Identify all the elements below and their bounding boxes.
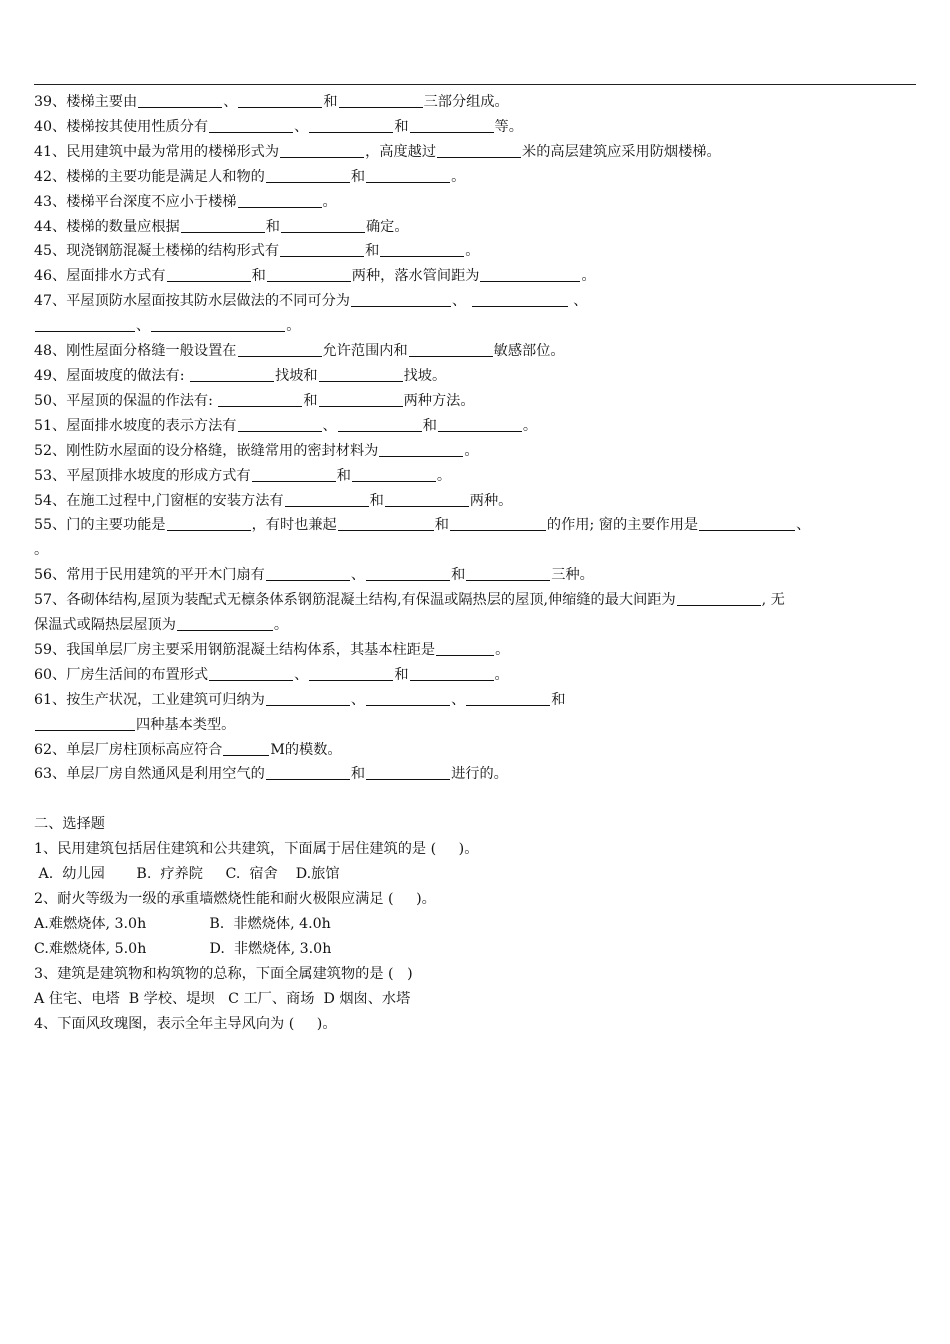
text-run: 、 <box>350 691 366 708</box>
text-run: 允许范围内和 <box>322 343 408 360</box>
fill-in-blank <box>252 467 336 482</box>
text-run: 和 <box>251 268 266 285</box>
text-run: ，高度越过 <box>365 143 437 160</box>
text-run: 敏感部位。 <box>493 343 565 360</box>
blank-line <box>34 787 916 812</box>
text-run: 两种。 <box>469 492 513 509</box>
text-run: ，有时也兼起 <box>251 517 337 534</box>
text-line <box>34 613 916 638</box>
text-run: 50、平屋顶的保温的作法有: <box>34 392 218 409</box>
text-run: 找坡和 <box>275 367 318 384</box>
text-run: 和 <box>303 392 318 409</box>
text-line <box>34 887 916 912</box>
text-run: 确定。 <box>365 218 409 235</box>
text-run: 。 <box>522 417 538 434</box>
fill-in-blank <box>167 267 251 282</box>
text-run: 。 <box>464 442 479 459</box>
text-run: , 无 <box>761 592 785 609</box>
text-run: 米的高层建筑应采用防烟楼梯。 <box>522 143 721 160</box>
text-run: 、 <box>223 94 238 110</box>
text-run: 59、我国单层厂房主要采用钢筋混凝土结构体系，其基本柱距是 <box>34 641 436 658</box>
fill-in-blank <box>450 516 546 531</box>
text-run: 54、在施工过程中,门窗框的安装方法有 <box>34 492 284 509</box>
fill-in-blank <box>379 442 463 457</box>
text-run: 和 <box>551 691 566 708</box>
text-run: 和 <box>434 517 449 534</box>
text-line <box>34 314 916 339</box>
text-line <box>34 1012 916 1037</box>
text-run: 。 <box>436 467 452 484</box>
text-run: 、 <box>568 293 588 310</box>
fill-in-blank <box>472 292 568 307</box>
fill-in-blank <box>338 417 422 432</box>
text-line <box>34 90 916 115</box>
text-line <box>34 987 916 1012</box>
fill-in-blank <box>209 666 293 681</box>
fill-in-blank <box>339 93 423 108</box>
fill-in-blank <box>181 218 265 233</box>
text-line <box>34 837 916 862</box>
text-line <box>34 489 916 514</box>
text-run: 四种基本类型。 <box>136 716 236 733</box>
text-line <box>34 115 916 140</box>
text-run: 和 <box>265 218 280 235</box>
text-run: 57、各砌体结构,屋顶为装配式无檩条体系钢筋混凝土结构,有保温或隔热层的屋顶,伸缩缝的最大间距为 <box>34 592 676 609</box>
fill-in-blank <box>410 118 494 133</box>
text-run: 43、楼梯平台深度不应小于楼梯 <box>34 193 237 210</box>
fill-in-blank <box>309 666 393 681</box>
text-line <box>34 588 916 613</box>
fill-in-blank <box>677 591 761 606</box>
fill-in-blank <box>338 516 434 531</box>
text-run: 2、耐火等级为一级的承重墙燃烧性能和耐火极限应满足 ( )。 <box>34 890 436 907</box>
text-run: 。 <box>494 666 509 683</box>
text-run: 48、刚性屋面分格缝一般设置在 <box>34 343 237 360</box>
fill-in-blank <box>266 691 350 706</box>
text-line <box>34 414 916 439</box>
text-run: C.难燃烧体, 5.0h D. 非燃烧体, 3.0h <box>34 940 332 957</box>
fill-in-blank <box>699 516 795 531</box>
fill-in-blank <box>190 367 274 382</box>
text-run: 1、民用建筑包括居住建筑和公共建筑，下面属于居住建筑的是 ( )。 <box>34 841 479 858</box>
text-run: 的作用; 窗的主要作用是 <box>546 517 699 534</box>
text-line <box>34 812 916 837</box>
text-line <box>34 439 916 464</box>
text-run: 52、刚性防水屋面的设分格缝，嵌缝常用的密封材料为 <box>34 442 379 459</box>
text-line <box>34 190 916 215</box>
text-line <box>34 738 916 763</box>
text-run: 和 <box>369 492 384 509</box>
text-run: 62、单层厂房柱顶标高应符合 <box>34 741 223 758</box>
text-line <box>34 713 916 738</box>
document-body <box>34 84 916 1036</box>
text-run: 、 <box>350 567 366 584</box>
text-line <box>34 638 916 663</box>
fill-in-blank <box>35 716 135 731</box>
fill-in-blank <box>281 218 365 233</box>
fill-in-blank <box>266 168 350 183</box>
fill-in-blank <box>319 367 403 382</box>
text-line <box>34 688 916 713</box>
text-run: 。 <box>322 193 337 210</box>
text-line <box>34 962 916 987</box>
fill-in-blank <box>385 492 469 507</box>
text-line <box>34 215 916 240</box>
text-line <box>34 289 916 314</box>
text-run: 3、建筑是建筑物和构筑物的总称，下面全属建筑物的是 ( ) <box>34 965 413 982</box>
fill-in-blank <box>351 292 451 307</box>
fill-in-blank <box>466 691 550 706</box>
text-line <box>34 513 916 538</box>
text-run: 。 <box>34 542 49 559</box>
fill-in-blank <box>218 392 302 407</box>
fill-in-blank <box>238 93 322 108</box>
fill-in-blank <box>223 741 269 756</box>
text-run: 63、单层厂房自然通风是利用空气的 <box>34 766 265 783</box>
text-run: 、 <box>796 517 811 534</box>
text-line <box>34 264 916 289</box>
text-line <box>34 464 916 489</box>
text-run: 和 <box>323 94 338 110</box>
fill-in-blank <box>266 566 350 581</box>
text-run: 44、楼梯的数量应根据 <box>34 218 180 235</box>
text-line <box>34 389 916 414</box>
text-line <box>34 364 916 389</box>
text-run: 。 <box>273 617 289 634</box>
fill-in-blank <box>280 242 364 257</box>
text-run: 找坡。 <box>403 367 447 384</box>
fill-in-blank <box>309 118 393 133</box>
text-run: 保温式或隔热层屋顶为 <box>34 617 176 634</box>
text-line <box>34 912 916 937</box>
text-run: A 住宅、电塔 B 学校、堤坝 C 工厂、商场 D 烟囱、水塔 <box>34 990 411 1007</box>
text-run: M的模数。 <box>270 741 342 758</box>
text-run: 、 <box>136 318 151 335</box>
fill-in-blank <box>410 666 494 681</box>
text-run: 三部分组成。 <box>423 94 509 110</box>
text-run: 等。 <box>494 118 523 135</box>
text-line <box>34 937 916 962</box>
text-line <box>34 862 916 887</box>
fill-in-blank <box>177 616 273 631</box>
text-run: 和 <box>394 118 409 135</box>
text-line <box>34 339 916 364</box>
fill-in-blank <box>480 267 580 282</box>
text-line <box>34 140 916 165</box>
text-run: 。 <box>451 168 466 185</box>
text-run: 两种方法。 <box>403 392 475 409</box>
text-run: 。 <box>286 318 301 335</box>
text-run: 45、现浇钢筋混凝土楼梯的结构形式有 <box>34 243 280 260</box>
text-run: 和 <box>336 467 351 484</box>
text-run: 和 <box>350 766 366 783</box>
fill-in-blank <box>266 765 350 780</box>
fill-in-blank <box>438 417 522 432</box>
fill-in-blank <box>437 143 521 158</box>
fill-in-blank <box>238 342 322 357</box>
fill-in-blank <box>352 467 436 482</box>
text-run: 和 <box>422 417 437 434</box>
text-line <box>34 165 916 190</box>
fill-in-blank <box>319 392 403 407</box>
text-run: 和 <box>350 168 366 185</box>
text-run: 和 <box>394 666 409 683</box>
text-run: 、 <box>294 666 309 683</box>
text-run: 55、门的主要功能是 <box>34 517 166 534</box>
fill-in-blank <box>238 193 322 208</box>
text-run: 49、屋面坡度的做法有: <box>34 367 190 384</box>
text-line <box>34 663 916 688</box>
text-run: 、 <box>294 118 309 135</box>
text-run: 4、下面风玫瑰图，表示全年主导风向为 ( )。 <box>34 1015 337 1032</box>
fill-in-blank <box>380 242 464 257</box>
text-run: 进行的。 <box>451 766 508 783</box>
text-run: 40、楼梯按其使用性质分有 <box>34 118 209 135</box>
fill-in-blank <box>366 566 450 581</box>
text-run: 47、平屋顶防水屋面按其防水层做法的不同可分为 <box>34 293 350 310</box>
text-run: 39、楼梯主要由 <box>34 94 138 110</box>
fill-in-blank <box>209 118 293 133</box>
text-run: 51、屋面排水坡度的表示方法有 <box>34 417 237 434</box>
text-run: 61、按生产状况，工业建筑可归纳为 <box>34 691 265 708</box>
text-run: 。 <box>581 268 596 285</box>
text-run: 、 <box>451 691 466 708</box>
text-run: 和 <box>451 567 466 584</box>
text-run: 46、屋面排水方式有 <box>34 268 166 285</box>
fill-in-blank <box>238 417 322 432</box>
text-run: 三种。 <box>551 567 594 584</box>
text-run: 53、平屋顶排水坡度的形成方式有 <box>34 467 251 484</box>
fill-in-blank <box>167 516 251 531</box>
text-run: 。 <box>465 243 480 260</box>
text-run: A. 幼儿园 B. 疗养院 C. 宿舍 D.旅馆 <box>34 866 340 883</box>
text-run: 42、楼梯的主要功能是满足人和物的 <box>34 168 265 185</box>
text-line <box>34 563 916 588</box>
text-line <box>34 538 916 563</box>
fill-in-blank <box>466 566 550 581</box>
text-run: 56、常用于民用建筑的平开木门扇有 <box>34 567 265 584</box>
fill-in-blank <box>280 143 364 158</box>
text-run: A.难燃烧体, 3.0h B. 非燃烧体, 4.0h <box>34 915 331 932</box>
text-line <box>34 239 916 264</box>
text-run: 两种，落水管间距为 <box>351 268 480 285</box>
fill-in-blank <box>366 168 450 183</box>
fill-in-blank <box>366 691 450 706</box>
text-run: 60、厂房生活间的布置形式 <box>34 666 209 683</box>
text-run: 二、选择题 <box>34 816 105 833</box>
text-line <box>34 762 916 787</box>
text-run: 、 <box>452 293 471 310</box>
fill-in-blank <box>35 317 135 332</box>
fill-in-blank <box>151 317 285 332</box>
fill-in-blank <box>366 765 450 780</box>
fill-in-blank <box>285 492 369 507</box>
fill-in-blank <box>436 641 494 656</box>
text-run: 41、民用建筑中最为常用的楼梯形式为 <box>34 143 280 160</box>
fill-in-blank <box>138 93 222 108</box>
text-run: 和 <box>365 243 380 260</box>
text-run: 、 <box>322 417 337 434</box>
fill-in-blank <box>267 267 351 282</box>
text-run: 。 <box>495 641 510 658</box>
fill-in-blank <box>409 342 493 357</box>
